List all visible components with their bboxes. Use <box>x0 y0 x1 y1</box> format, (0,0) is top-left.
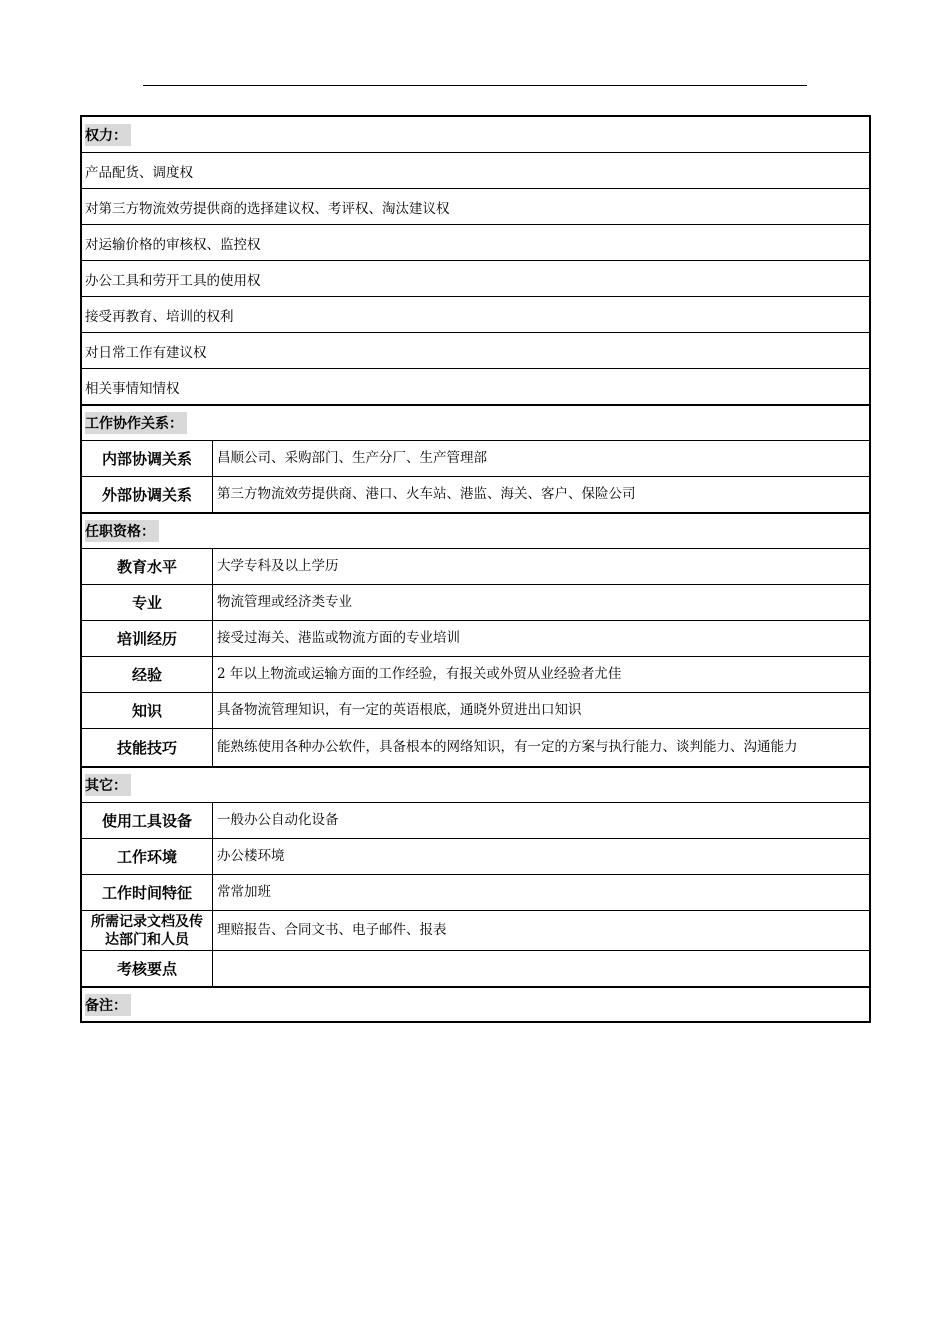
field-value: 具备物流管理知识，有一定的英语根底，通晓外贸进出口知识 <box>217 702 582 718</box>
job-description-form <box>80 115 871 1023</box>
field-value: 2 年以上物流或运输方面的工作经验，有报关或外贸从业经验者尤佳 <box>217 666 622 682</box>
power-item <box>82 260 869 296</box>
field-label: 内部协调关系 <box>82 441 213 476</box>
power-item-text: 对第三方物流效劳提供商的选择建议权、考评权、淘汰建议权 <box>85 200 450 217</box>
power-item-text: 相关事情知情权 <box>85 380 180 397</box>
field-label: 工作环境 <box>82 839 213 874</box>
power-item <box>82 152 869 188</box>
power-item <box>82 296 869 332</box>
section-qualification-header <box>82 512 869 548</box>
field-label: 所需记录文档及传达部门和人员 <box>82 911 213 950</box>
other-row <box>82 874 869 910</box>
field-label: 专业 <box>82 585 213 620</box>
other-row <box>82 910 869 950</box>
qualification-row <box>82 584 869 620</box>
qualification-row <box>82 656 869 692</box>
cooperation-row <box>82 476 869 512</box>
section-remarks-header <box>82 986 869 1021</box>
field-value: 能熟练使用各种办公软件，具备根本的网络知识，有一定的方案与执行能力、谈判能力、沟通能力 <box>217 739 798 755</box>
field-label: 技能技巧 <box>82 729 213 766</box>
field-value: 大学专科及以上学历 <box>217 558 339 574</box>
section-title: 工作协作关系： <box>85 412 187 434</box>
power-item <box>82 368 869 404</box>
qualification-row <box>82 728 869 766</box>
section-title: 其它： <box>85 774 131 796</box>
field-label: 考核要点 <box>82 951 213 986</box>
field-label: 经验 <box>82 657 213 692</box>
qualification-row <box>82 620 869 656</box>
field-value: 昌顺公司、采购部门、生产分厂、生产管理部 <box>217 450 487 466</box>
field-value: 理赔报告、合同文书、电子邮件、报表 <box>217 922 447 938</box>
other-row <box>82 838 869 874</box>
cooperation-row <box>82 440 869 476</box>
field-value: 第三方物流效劳提供商、港口、火车站、港监、海关、客户、保险公司 <box>217 486 636 502</box>
section-title: 任职资格： <box>85 520 159 542</box>
field-value: 常常加班 <box>217 884 271 900</box>
field-value: 办公楼环境 <box>217 848 285 864</box>
section-title: 备注： <box>85 994 131 1016</box>
power-item <box>82 224 869 260</box>
other-row <box>82 802 869 838</box>
power-item-text: 产品配货、调度权 <box>85 164 193 181</box>
field-label: 工作时间特征 <box>82 875 213 910</box>
power-item <box>82 188 869 224</box>
power-item-text: 接受再教育、培训的权利 <box>85 308 234 325</box>
power-item-text: 对运输价格的审核权、监控权 <box>85 236 261 253</box>
field-value: 一般办公自动化设备 <box>217 812 339 828</box>
power-item <box>82 332 869 368</box>
field-label: 外部协调关系 <box>82 477 213 512</box>
field-value: 物流管理或经济类专业 <box>217 594 352 610</box>
field-label: 教育水平 <box>82 549 213 584</box>
field-value: 接受过海关、港监或物流方面的专业培训 <box>217 630 460 646</box>
other-row <box>82 950 869 986</box>
section-power-header <box>82 117 869 152</box>
header-rule <box>143 85 807 86</box>
field-label: 培训经历 <box>82 621 213 656</box>
qualification-row <box>82 548 869 584</box>
field-label: 使用工具设备 <box>82 803 213 838</box>
field-value <box>213 951 869 986</box>
qualification-row <box>82 692 869 728</box>
power-item-text: 办公工具和劳开工具的使用权 <box>85 272 261 289</box>
section-other-header <box>82 766 869 802</box>
section-title: 权力： <box>85 124 131 146</box>
section-cooperation-header <box>82 404 869 440</box>
field-label: 知识 <box>82 693 213 728</box>
power-item-text: 对日常工作有建议权 <box>85 344 207 361</box>
